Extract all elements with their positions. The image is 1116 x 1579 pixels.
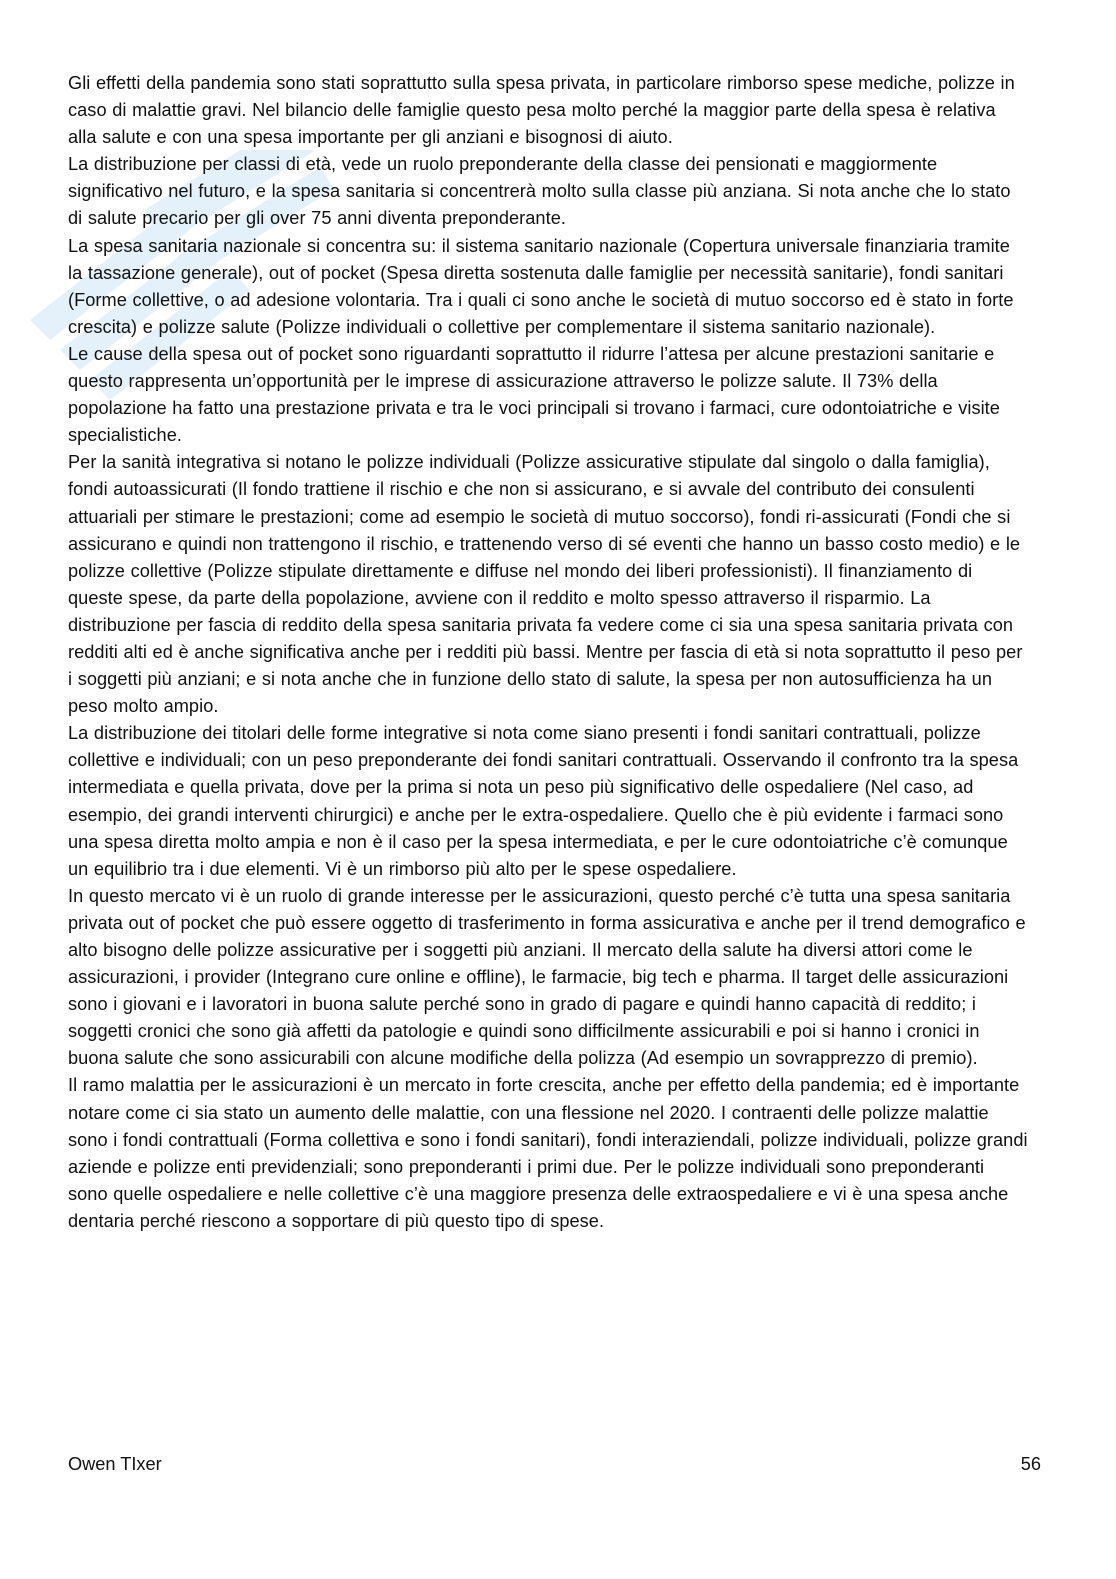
footer-author: Owen TIxer xyxy=(68,1454,162,1474)
paragraph: La distribuzione dei titolari delle forme integrative si nota come siano presenti i fondi sanitari contrattuali, polizze collettive e individuali; con un peso preponderante dei fondi sanitari contrattuali. Osservando il confronto tra la spesa intermediata e quella privata, dove per la prima si nota un peso più significativo delle ospedaliere (Nel caso, ad esempio, dei grandi interventi chirurgici) e anche per le extra-ospedaliere. Quello che è più evidente i farmaci sono una spesa diretta molto ampia e non è il caso per la spesa intermediata, e per le cure odontoiatriche c’è comunque un equilibrio tra i due elementi. Vi è un rimborso più alto per le spese ospedaliere. xyxy=(68,723,1019,879)
document-body xyxy=(68,70,1028,1235)
paragraph: Il ramo malattia per le assicurazioni è un mercato in forte crescita, anche per effetto della pandemia; ed è importante notare come ci sia stato un aumento delle malattie, con una flessione nel 2020. I contraenti delle polizze malattie sono i fondi contrattuali (Forma collettiva e sono i fondi sanitari), fondi interaziendali, polizze individuali, polizze grandi aziende e polizze enti previdenziali; sono preponderanti i primi due. Per le polizze individuali sono preponderanti sono quelle ospedaliere e nelle collettive c’è una maggiore presenza delle extraospedaliere e vi è una spesa anche dentaria perché riescono a sopportare di più questo tipo di spese. xyxy=(68,1075,1028,1231)
paragraph: Per la sanità integrativa si notano le polizze individuali (Polizze assicurative stipulate dal singolo o dalla famiglia), fondi autoassicurati (Il fondo trattiene il rischio e che non si assicurano, e si avvale del contributo dei consulenti attuariali per stimare le prestazioni; come ad esempio le società di mutuo soccorso), fondi ri-assicurati (Fondi che si assicurano e quindi non trattengono il rischio, e trattenendo verso di sé eventi che hanno un basso costo medio) e le polizze collettive (Polizze stipulate direttamente e diffuse nel mondo dei liberi professionisti). Il finanziamento di queste spese, da parte della popolazione, avviene con il reddito e molto spesso attraverso il risparmio. La distribuzione per fascia di reddito della spesa sanitaria privata fa vedere come ci sia una spesa sanitaria privata con redditi alti ed è anche significativa anche per i redditi più bassi. Mentre per fascia di età si nota soprattutto il peso per i soggetti più anziani; e si nota anche che in funzione dello stato di salute, la spesa per non autosufficienza ha un peso molto ampio. xyxy=(68,452,1023,717)
paragraph: La spesa sanitaria nazionale si concentra su: il sistema sanitario nazionale (Copertura universale finanziaria tramite la tassazione generale), out of pocket (Spesa diretta sostenuta dalle famiglie per necessità sanitarie), fondi sanitari (Forme collettive, o ad adesione volontaria. Tra i quali ci sono anche le società di mutuo soccorso ed è stato in forte crescita) e polizze salute (Polizze individuali o collettive per complementare il sistema sanitario nazionale). xyxy=(68,235,1014,337)
paragraph: Gli effetti della pandemia sono stati soprattutto sulla spesa privata, in particolare rimborso spese mediche, polizze in caso di malattie gravi. Nel bilancio delle famiglie questo pesa molto perché la maggior parte della spesa è relativa alla salute e con una spesa importante per gli anziani e bisognosi di aiuto. xyxy=(68,73,1015,148)
page-number: 56 xyxy=(1020,1454,1041,1474)
paragraph: La distribuzione per classi di età, vede un ruolo preponderante della classe dei pensionati e maggiormente significativo nel futuro, e la spesa sanitaria si concentrerà molto sulla classe più anziana. Si nota anche che lo stato di salute precario per gli over 75 anni diventa preponderante. xyxy=(68,154,1011,229)
paragraph: Le cause della spesa out of pocket sono riguardanti soprattutto il ridurre l’attesa per alcune prestazioni sanitarie e questo rappresenta un’opportunità per le imprese di assicurazione attraverso le polizze salute. Il 73% della popolazione ha fatto una prestazione privata e tra le voci principali si trovano i farmaci, cure odontoiatriche e visite specialistiche. xyxy=(68,343,1000,446)
paragraph: In questo mercato vi è un ruolo di grande interesse per le assicurazioni, questo perché c’è tutta una spesa sanitaria privata out of pocket che può essere oggetto di trasferimento in forma assicurativa e anche per il trend demografico e alto bisogno delle polizze assicurative per i soggetti più anziani. Il mercato della salute ha diversi attori come le assicurazioni, i provider (Integrano cure online e offline), le farmacie, big tech e pharma. Il target delle assicurazioni sono i giovani e i lavoratori in buona salute perché sono in grado di pagare e quindi hanno capacità di reddito; i soggetti cronici che sono già affetti da patologie e quindi sono difficilmente assicurabili e poi si hanno i cronici in buona salute che sono assicurabili con alcune modifiche della polizza (Ad esempio un sovrapprezzo di premio). xyxy=(68,885,1026,1069)
